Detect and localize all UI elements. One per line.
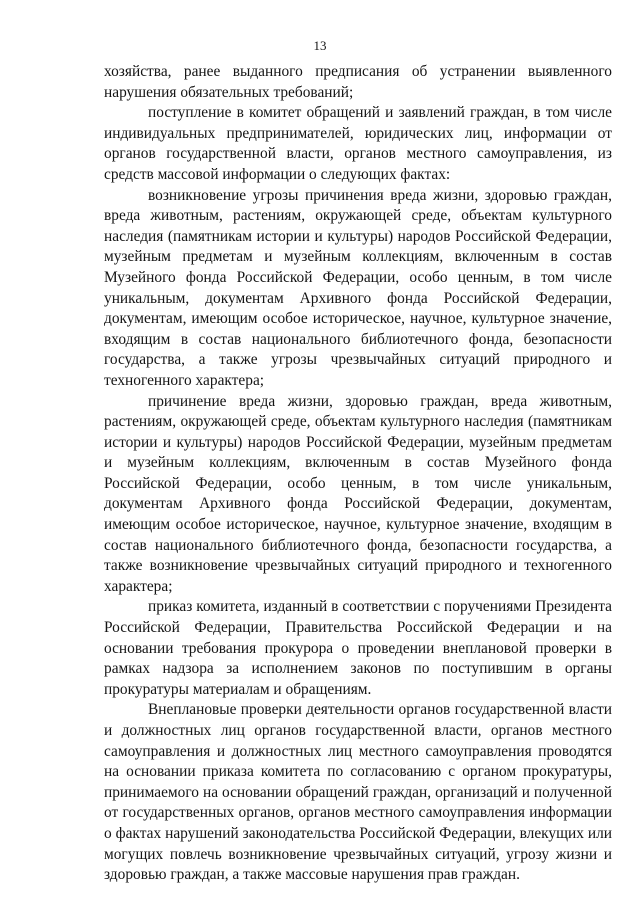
paragraph-citizen-appeals: поступление в комитет обращений и заявлений граждан, в том числе индивидуальных предпринимателей, юридических лиц, информации от органов государственной власти, органов местного самоуправления, из средств массовой информации о следующих фактах: (104, 104, 612, 183)
paragraph-unscheduled-inspections: Внеплановые проверки деятельности органов государственной власти и должностных лиц органов государственной власти, органов местного самоуправления и должностных лиц местного самоуправления проводятся на основании приказа комитета по согласованию с органом прокуратуры, принимаемого на основании обращений граждан, организаций и полученной от государственных органов, органов местного самоуправления информации о фактах нарушений законодательства Российской Федерации, влекущих или могущих повлечь возникновение чрезвычайных ситуаций, угрозу жизни и здоровью граждан, а также массовые нарушения прав граждан. (104, 701, 612, 884)
paragraph-committee-order: приказ комитета, изданный в соответствии с поручениями Президента Российской Федерации, Правительства Российской Федерации и на основании требования прокурора о проведении внеплановой проверки в рамках надзора за исполнением законов по поступившим в органы прокуратуры материалам и обращениям. (104, 598, 612, 698)
paragraph-harm-caused: причинение вреда жизни, здоровью граждан, вреда животным, растениям, окружающей среде, объектам культурного наследия (памятникам истории и культуры) народов Российской Федерации, музейным предметам и музейным коллекциям, включенным в состав Музейного фонда Российской Федерации, особо ценным, в том числе уникальным, документам Архивного фонда Российской Федерации, документам, имеющим особое историческое, научное, культурное значение, входящим в состав национального библиотечного фонда, безопасности государства, а также возникновение чрезвычайных ситуаций природного и техногенного характера; (104, 392, 612, 595)
document-body (104, 62, 612, 886)
paragraph-threat-of-harm: возникновение угрозы причинения вреда жизни, здоровью граждан, вреда животным, растениям, окружающей среде, объектам культурного наследия (памятникам истории и культуры) народов Российской Федерации, музейным предметам и музейным коллекциям, включенным в состав Музейного фонда Российской Федерации, особо ценным, в том числе уникальным, документам Архивного фонда Российской Федерации, документам, имеющим особое историческое, научное, культурное значение, входящим в состав национального библиотечного фонда, безопасности государства, а также угрозы чрезвычайных ситуаций природного и техногенного характера; (104, 186, 612, 389)
paragraph-continuation: хозяйства, ранее выданного предписания об устранении выявленного нарушения обязательных требований; (104, 63, 612, 101)
page-number: 13 (313, 38, 327, 53)
